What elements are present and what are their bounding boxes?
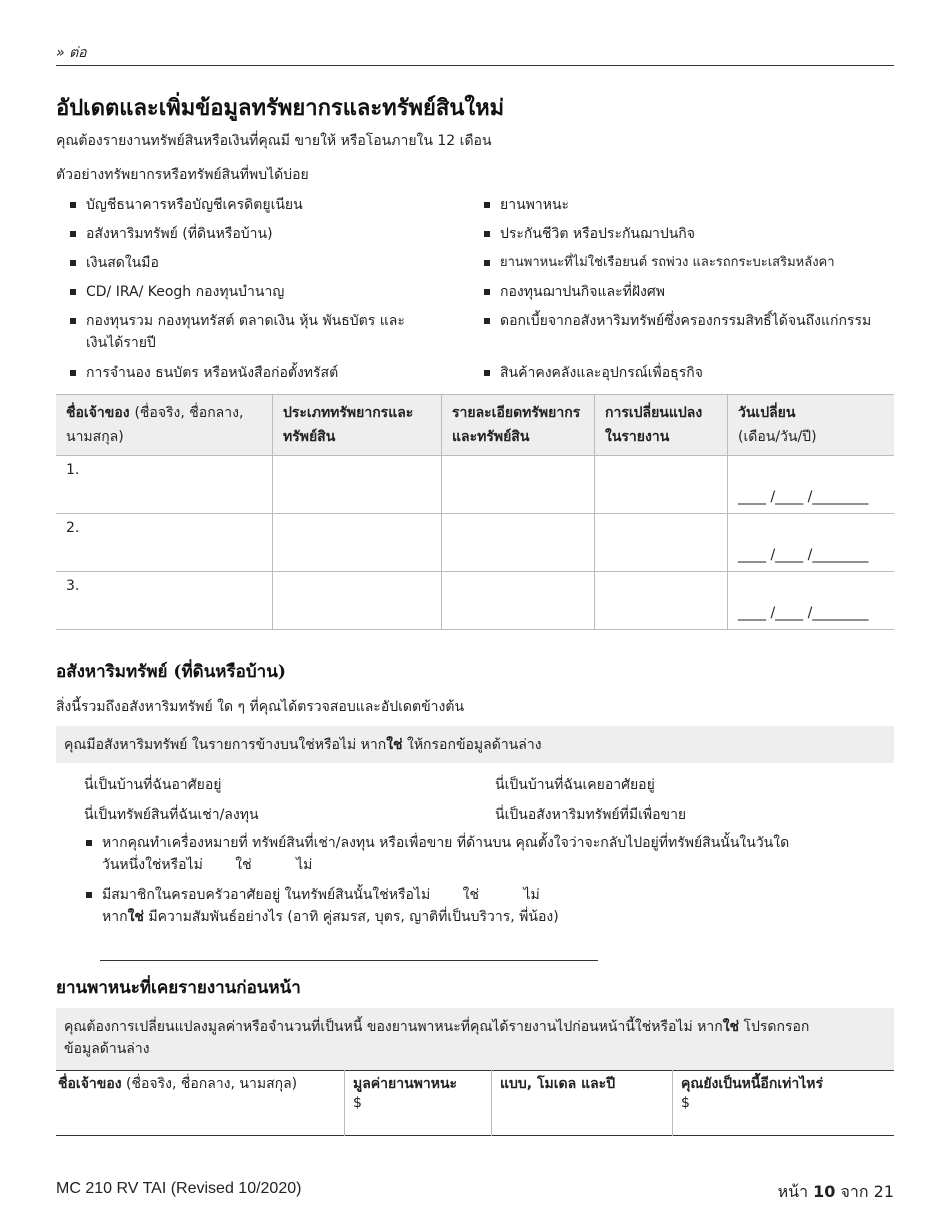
resources-table bbox=[56, 394, 894, 630]
type-cell[interactable] bbox=[273, 572, 442, 630]
section-title-resources: อัปเดตและเพิ่มข้อมูลทรัพยากรและทรัพย์สินใหม่ bbox=[56, 95, 505, 121]
row-number: 3. bbox=[56, 572, 273, 630]
row-number: 1. bbox=[56, 456, 273, 514]
list-item: ประกันชีวิต หรือประกันฌาปนกิจ bbox=[484, 223, 904, 252]
description-cell[interactable] bbox=[442, 514, 595, 572]
return-question: หากคุณทำเครื่องหมายที่ ทรัพย์สินที่เช่า/ลงทุน หรือเพื่อขาย ที่ด้านบน คุณตั้งใจว่าจะกลับไปอยู่ที่ทรัพย์สินนั้นในวันใด วันหนึ่งใช่หรือไม่ ใช่ ไม่ bbox=[86, 832, 886, 876]
vehicle-value-cell[interactable]: มูลค่ายานพาหนะ $ bbox=[345, 1071, 492, 1136]
list-item: เงินสดในมือ bbox=[70, 252, 440, 281]
real-estate-intro: สิ่งนี้รวมถึงอสังหาริมทรัพย์ ใด ๆ ที่คุณได้ตรวจสอบและอัปเดตข้างต้น bbox=[56, 699, 465, 715]
vehicles-table bbox=[56, 1070, 894, 1136]
relationship-line[interactable] bbox=[100, 960, 598, 961]
list-item: ยานพาหนะที่ไม่ใช่เรือยนต์ รถพ่วง และรถกระบะเสริมหลังคา bbox=[484, 252, 904, 281]
owner-cell[interactable]: ชื่อเจ้าของ (ชื่อจริง, ชื่อกลาง, นามสกุล) bbox=[58, 1076, 298, 1092]
section-title-vehicles: ยานพาหนะที่เคยรายงานก่อนหน้า bbox=[56, 978, 301, 998]
col-change: การเปลี่ยนแปลงในรายงาน bbox=[595, 395, 728, 456]
real-estate-question: คุณมีอสังหาริมทรัพย์ ในรายการข้างบนใช่หรือไม่ หากใช่ ให้กรอกข้อมูลด้านล่าง bbox=[56, 726, 894, 763]
table-row bbox=[56, 456, 894, 514]
description-cell[interactable] bbox=[442, 572, 595, 630]
list-item: กองทุนฌาปนกิจและที่ฝังศพ bbox=[484, 281, 904, 310]
table-row bbox=[56, 1071, 894, 1136]
col-description: รายละเอียดทรัพยากรและทรัพย์สิน bbox=[442, 395, 595, 456]
list-item: ยานพาหนะ bbox=[484, 194, 904, 223]
row-number: 2. bbox=[56, 514, 273, 572]
option-rental[interactable]: นี่เป็นทรัพย์สินที่ฉันเช่า/ลงทุน bbox=[84, 807, 259, 823]
examples-label: ตัวอย่างทรัพยากรหรือทรัพย์สินที่พบได้บ่อย bbox=[56, 167, 309, 183]
option-for-sale[interactable]: นี่เป็นอสังหาริมทรัพย์ที่มีเพื่อขาย bbox=[495, 807, 687, 823]
yes-option[interactable]: ใช่ bbox=[235, 857, 252, 873]
col-type: ประเภททรัพยากรและทรัพย์สิน bbox=[273, 395, 442, 456]
type-cell[interactable] bbox=[273, 514, 442, 572]
continued-label: » ต่อ bbox=[56, 45, 87, 61]
description-cell[interactable] bbox=[442, 456, 595, 514]
list-item: อสังหาริมทรัพย์ (ที่ดินหรือบ้าน) bbox=[70, 223, 440, 252]
option-used-to-live[interactable]: นี่เป็นบ้านที่ฉันเคยอาศัยอยู่ bbox=[495, 777, 655, 793]
table-row bbox=[56, 514, 894, 572]
date-field[interactable]: ____ /____ /________ bbox=[728, 514, 895, 572]
col-owner: ชื่อเจ้าของ (ชื่อจริง, ชื่อกลาง, นามสกุล) bbox=[56, 395, 273, 456]
vehicle-question: คุณต้องการเปลี่ยนแปลงมูลค่าหรือจำนวนที่เป็นหนี้ ของยานพาหนะที่คุณได้รายงานไปก่อนหน้านี้ใช่หรือไม่ หากใช่ โปรดกรอก ข้อมูลด้านล่าง bbox=[56, 1008, 894, 1070]
list-item: การจำนอง ธนบัตร หรือหนังสือก่อตั้งทรัสต์ bbox=[70, 362, 440, 391]
list-item: กองทุนรวม กองทุนทรัสต์ ตลาดเงิน หุ้น พันธบัตร และเงินได้รายปี bbox=[70, 310, 425, 362]
change-cell[interactable] bbox=[595, 514, 728, 572]
table-row bbox=[56, 572, 894, 630]
no-option[interactable]: ไม่ bbox=[296, 857, 313, 873]
change-cell[interactable] bbox=[595, 456, 728, 514]
date-field[interactable]: ____ /____ /________ bbox=[728, 456, 895, 514]
list-item: ดอกเบี้ยจากอสังหาริมทรัพย์ซึ่งครองกรรมสิทธิ์ได้จนถึงแก่กรรม bbox=[484, 310, 884, 362]
no-option[interactable]: ไม่ bbox=[523, 887, 540, 903]
form-id: MC 210 RV TAI (Revised 10/2020) bbox=[56, 1180, 302, 1197]
make-model-year-cell[interactable]: แบบ, โมเดล และปี bbox=[492, 1071, 673, 1136]
page-number: หน้า 10 จาก 21 bbox=[777, 1182, 894, 1201]
amount-owed-cell[interactable]: คุณยังเป็นหนี้อีกเท่าไหร่ $ bbox=[673, 1071, 895, 1136]
examples-right-list bbox=[484, 194, 904, 391]
option-live-here[interactable]: นี่เป็นบ้านที่ฉันอาศัยอยู่ bbox=[84, 777, 222, 793]
list-item: สินค้าคงคลังและอุปกรณ์เพื่อธุรกิจ bbox=[484, 362, 904, 391]
date-field[interactable]: ____ /____ /________ bbox=[728, 572, 895, 630]
list-item: CD/ IRA/ Keogh กองทุนบำนาญ bbox=[70, 281, 440, 310]
col-change-date: วันเปลี่ยน (เดือน/วัน/ปี) bbox=[728, 395, 895, 456]
top-divider bbox=[56, 65, 894, 66]
examples-left-list bbox=[70, 194, 440, 391]
yes-option[interactable]: ใช่ bbox=[462, 887, 479, 903]
section-title-real-estate: อสังหาริมทรัพย์ (ที่ดินหรือบ้าน) bbox=[56, 662, 286, 682]
list-item: บัญชีธนาคารหรือบัญชีเครดิตยูเนียน bbox=[70, 194, 440, 223]
section-intro: คุณต้องรายงานทรัพย์สินหรือเงินที่คุณมี ขายให้ หรือโอนภายใน 12 เดือน bbox=[56, 133, 492, 149]
change-cell[interactable] bbox=[595, 572, 728, 630]
type-cell[interactable] bbox=[273, 456, 442, 514]
family-question: มีสมาชิกในครอบครัวอาศัยอยู่ ในทรัพย์สินนั้นใช่หรือไม่ ใช่ ไม่ หากใช่ มีความสัมพันธ์อย่างไร (อาทิ คู่สมรส, บุตร, ญาติที่เป็นบริวาร, พี่น้อง) bbox=[86, 884, 886, 928]
